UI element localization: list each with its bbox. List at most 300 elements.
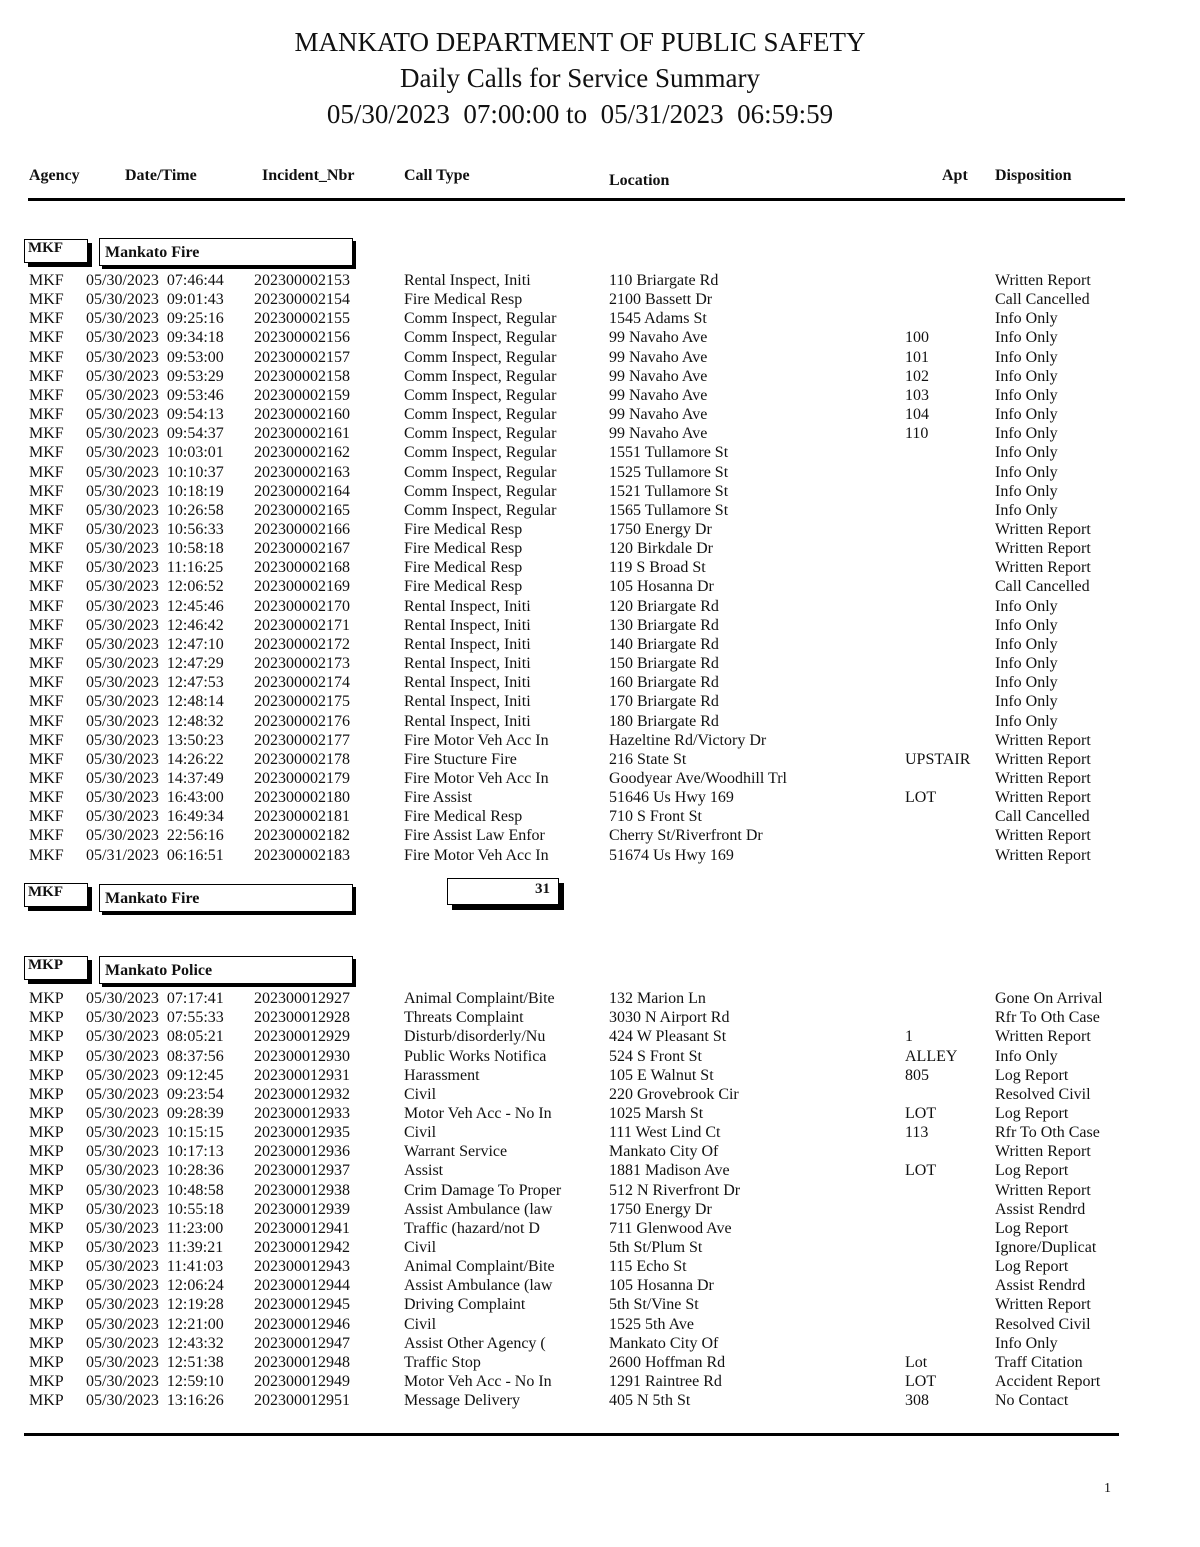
datetime-cell: 05/30/2023 10:26:58	[86, 501, 224, 519]
apt-cell: 308	[905, 1392, 929, 1410]
agency-cell: MKF	[29, 655, 64, 672]
disposition-cell: Info Only	[995, 597, 1058, 615]
table-row	[0, 539, 1200, 558]
calltype-cell: Assist Ambulance (law	[404, 1200, 553, 1218]
location-cell: 1025 Marsh St	[609, 1104, 704, 1122]
agency-cell: MKF	[29, 329, 64, 347]
incident-cell: 202300002180	[254, 789, 350, 806]
calltype-cell: Comm Inspect, Regular	[404, 367, 557, 385]
table-row	[0, 1372, 1200, 1391]
table-row	[0, 1257, 1200, 1276]
disposition-cell: Written Report	[995, 1143, 1091, 1161]
table-row	[0, 712, 1200, 731]
datetime-cell: 05/30/2023 09:25:16	[86, 310, 224, 328]
agency-cell: MKP	[29, 1162, 64, 1180]
table-row	[0, 1181, 1200, 1200]
incident-cell: 202300002181	[254, 808, 350, 826]
agency-cell: MKF	[29, 769, 64, 787]
incident-cell: 202300002154	[254, 291, 350, 309]
disposition-cell: Info Only	[995, 348, 1058, 366]
agency-cell: MKF	[29, 808, 64, 826]
table-row	[0, 577, 1200, 596]
agency-cell: MKP	[29, 1009, 64, 1027]
disposition-cell: Log Report	[995, 1162, 1069, 1180]
datetime-cell: 05/30/2023 12:19:28	[86, 1296, 224, 1314]
datetime-cell: 05/30/2023 16:43:00	[86, 789, 224, 806]
disposition-cell: Written Report	[995, 1181, 1091, 1199]
table-row	[0, 750, 1200, 769]
incident-cell: 202300002183	[254, 846, 350, 864]
table-row	[0, 654, 1200, 673]
table-row	[0, 1353, 1200, 1372]
location-cell: Goodyear Ave/Woodhill Trl	[609, 769, 787, 787]
location-cell: 512 N Riverfront Dr	[609, 1181, 741, 1199]
location-cell: Mankato City Of	[609, 1143, 719, 1161]
datetime-cell: 05/30/2023 10:48:58	[86, 1181, 224, 1199]
apt-cell: 113	[905, 1124, 929, 1141]
calltype-cell: Comm Inspect, Regular	[404, 425, 557, 443]
location-cell: 99 Navaho Ave	[609, 406, 708, 423]
disposition-cell: Info Only	[995, 367, 1058, 385]
agency-code-box: MKF	[24, 239, 88, 263]
table-row	[0, 1066, 1200, 1085]
datetime-cell: 05/30/2023 11:23:00	[86, 1219, 224, 1237]
calltype-cell: Assist Other Agency (	[404, 1334, 546, 1352]
calltype-cell: Fire Assist	[404, 789, 473, 806]
incident-cell: 202300012944	[254, 1277, 350, 1295]
apt-cell: 102	[905, 367, 929, 385]
incident-cell: 202300002178	[254, 750, 350, 768]
datetime-cell: 05/30/2023 12:46:42	[86, 616, 224, 634]
calltype-cell: Rental Inspect, Initi	[404, 616, 531, 634]
location-cell: 1521 Tullamore St	[609, 482, 729, 500]
agency-cell: MKF	[29, 616, 64, 634]
agency-name-box: Mankato Police	[99, 956, 353, 984]
table-row	[0, 309, 1200, 328]
disposition-cell: Info Only	[995, 616, 1058, 634]
calltype-cell: Assist Ambulance (law	[404, 1277, 553, 1295]
calltype-cell: Fire Medical Resp	[404, 540, 523, 558]
agency-cell: MKP	[29, 1028, 64, 1046]
table-row	[0, 1027, 1200, 1046]
location-cell: 1551 Tullamore St	[609, 444, 729, 462]
calltype-cell: Fire Assist Law Enfor	[404, 827, 545, 845]
datetime-cell: 05/30/2023 10:18:19	[86, 482, 224, 500]
location-cell: 99 Navaho Ave	[609, 425, 708, 443]
location-cell: 150 Briargate Rd	[609, 655, 719, 672]
header-rule	[28, 198, 1125, 201]
datetime-cell: 05/30/2023 10:58:18	[86, 540, 224, 558]
table-row	[0, 1200, 1200, 1219]
agency-cell: MKF	[29, 674, 64, 692]
datetime-cell: 05/30/2023 10:10:37	[86, 463, 224, 481]
calltype-cell: Rental Inspect, Initi	[404, 674, 531, 692]
location-cell: 120 Briargate Rd	[609, 597, 719, 615]
location-cell: 105 Hosanna Dr	[609, 578, 714, 596]
apt-cell: LOT	[905, 1104, 937, 1122]
location-cell: 180 Briargate Rd	[609, 712, 719, 730]
location-cell: 160 Briargate Rd	[609, 674, 719, 692]
incident-cell: 202300002157	[254, 348, 350, 366]
disposition-cell: Gone On Arrival	[995, 990, 1103, 1007]
calltype-cell: Comm Inspect, Regular	[404, 482, 557, 500]
location-cell: 710 S Front St	[609, 808, 702, 826]
calltype-cell: Public Works Notifica	[404, 1047, 547, 1065]
datetime-cell: 05/30/2023 09:01:43	[86, 291, 224, 309]
column-header-calltype: Call Type	[404, 167, 470, 184]
calltype-cell: Rental Inspect, Initi	[404, 635, 531, 653]
calltype-cell: Rental Inspect, Initi	[404, 272, 531, 289]
agency-cell: MKP	[29, 1239, 64, 1256]
location-cell: 1750 Energy Dr	[609, 1200, 712, 1218]
agency-cell: MKF	[29, 444, 64, 462]
incident-cell: 202300002182	[254, 827, 350, 845]
calltype-cell: Warrant Service	[404, 1143, 508, 1161]
datetime-cell: 05/30/2023 10:15:15	[86, 1124, 224, 1141]
disposition-cell: Call Cancelled	[995, 808, 1090, 826]
calltype-cell: Comm Inspect, Regular	[404, 501, 557, 519]
incident-cell: 202300002171	[254, 616, 350, 634]
disposition-cell: Written Report	[995, 846, 1091, 864]
report-subtitle: Daily Calls for Service Summary	[400, 63, 760, 93]
agency-cell: MKF	[29, 310, 64, 328]
location-cell: 99 Navaho Ave	[609, 386, 708, 404]
disposition-cell: Written Report	[995, 1296, 1091, 1314]
incident-cell: 202300002156	[254, 329, 350, 347]
incident-cell: 202300012948	[254, 1353, 350, 1371]
agency-cell: MKF	[29, 348, 64, 366]
calltype-cell: Civil	[404, 1315, 437, 1333]
agency-cell: MKP	[29, 1181, 64, 1199]
disposition-cell: Accident Report	[995, 1373, 1101, 1390]
table-row	[0, 558, 1200, 577]
disposition-cell: Info Only	[995, 463, 1058, 481]
incident-cell: 202300002166	[254, 521, 350, 538]
table-row	[0, 1161, 1200, 1180]
datetime-cell: 05/30/2023 16:49:34	[86, 808, 224, 826]
table-row	[0, 1085, 1200, 1104]
disposition-cell: Written Report	[995, 731, 1091, 749]
calltype-cell: Comm Inspect, Regular	[404, 406, 557, 423]
disposition-cell: Info Only	[995, 482, 1058, 500]
table-row	[0, 597, 1200, 616]
apt-cell: LOT	[905, 1162, 937, 1180]
incident-cell: 202300002165	[254, 501, 350, 519]
incident-cell: 202300002173	[254, 655, 350, 672]
location-cell: 99 Navaho Ave	[609, 329, 708, 347]
datetime-cell: 05/30/2023 12:48:14	[86, 693, 224, 711]
disposition-cell: Info Only	[995, 425, 1058, 443]
incident-cell: 202300012938	[254, 1181, 350, 1199]
incident-cell: 202300012930	[254, 1047, 350, 1065]
calltype-cell: Rental Inspect, Initi	[404, 655, 531, 672]
incident-cell: 202300002175	[254, 693, 350, 711]
datetime-cell: 05/30/2023 11:39:21	[86, 1239, 224, 1256]
agency-cell: MKF	[29, 291, 64, 309]
incident-cell: 202300012946	[254, 1315, 350, 1333]
incident-cell: 202300012927	[254, 990, 350, 1007]
agency-cell: MKP	[29, 1277, 64, 1295]
disposition-cell: Assist Rendrd	[995, 1200, 1086, 1218]
calltype-cell: Fire Medical Resp	[404, 578, 523, 596]
calltype-cell: Animal Complaint/Bite	[404, 990, 555, 1007]
calltype-cell: Fire Medical Resp	[404, 808, 523, 826]
calltype-cell: Fire Medical Resp	[404, 559, 523, 577]
disposition-cell: Traff Citation	[995, 1353, 1083, 1371]
incident-cell: 202300002179	[254, 769, 350, 787]
datetime-cell: 05/30/2023 12:59:10	[86, 1373, 224, 1390]
datetime-cell: 05/30/2023 12:43:32	[86, 1334, 224, 1352]
location-cell: Cherry St/Riverfront Dr	[609, 827, 763, 845]
disposition-cell: Info Only	[995, 501, 1058, 519]
agency-cell: MKP	[29, 1200, 64, 1218]
datetime-cell: 05/30/2023 12:45:46	[86, 597, 224, 615]
disposition-cell: Written Report	[995, 769, 1091, 787]
incident-cell: 202300012941	[254, 1219, 350, 1237]
calltype-cell: Fire Motor Veh Acc In	[404, 731, 549, 749]
disposition-cell: Written Report	[995, 789, 1091, 806]
table-row	[0, 443, 1200, 462]
table-row	[0, 807, 1200, 826]
table-row	[0, 769, 1200, 788]
location-cell: 105 Hosanna Dr	[609, 1277, 714, 1295]
incident-cell: 202300012947	[254, 1334, 350, 1352]
calltype-cell: Threats Complaint	[404, 1009, 524, 1027]
disposition-cell: Log Report	[995, 1258, 1069, 1276]
location-cell: 524 S Front St	[609, 1047, 702, 1065]
table-row	[0, 463, 1200, 482]
incident-cell: 202300012945	[254, 1296, 350, 1314]
agency-cell: MKF	[29, 272, 64, 289]
datetime-cell: 05/30/2023 14:26:22	[86, 750, 224, 768]
location-cell: 119 S Broad St	[609, 559, 706, 577]
calltype-cell: Comm Inspect, Regular	[404, 444, 557, 462]
agency-cell: MKF	[29, 463, 64, 481]
incident-cell: 202300012949	[254, 1373, 350, 1390]
incident-cell: 202300002153	[254, 272, 350, 289]
calltype-cell: Rental Inspect, Initi	[404, 597, 531, 615]
disposition-cell: Rfr To Oth Case	[995, 1009, 1100, 1027]
datetime-cell: 05/30/2023 09:12:45	[86, 1066, 224, 1084]
calltype-cell: Harassment	[404, 1066, 480, 1084]
disposition-cell: Ignore/Duplicat	[995, 1239, 1097, 1256]
disposition-cell: Info Only	[995, 655, 1058, 672]
disposition-cell: Info Only	[995, 386, 1058, 404]
apt-cell: UPSTAIR	[905, 750, 971, 768]
agency-cell: MKF	[29, 521, 64, 538]
location-cell: 115 Echo St	[609, 1258, 687, 1276]
apt-cell: 100	[905, 329, 929, 347]
location-cell: 220 Grovebrook Cir	[609, 1085, 739, 1103]
calltype-cell: Fire Motor Veh Acc In	[404, 769, 549, 787]
disposition-cell: Written Report	[995, 272, 1091, 289]
agency-footer-name-box: Mankato Fire	[99, 884, 353, 912]
apt-cell: 103	[905, 386, 929, 404]
disposition-cell: Call Cancelled	[995, 578, 1090, 596]
table-row	[0, 989, 1200, 1008]
location-cell: 105 E Walnut St	[609, 1066, 714, 1084]
location-cell: 711 Glenwood Ave	[609, 1219, 732, 1237]
location-cell: 110 Briargate Rd	[609, 272, 719, 289]
location-cell: 99 Navaho Ave	[609, 367, 708, 385]
location-cell: 1525 Tullamore St	[609, 463, 729, 481]
agency-cell: MKF	[29, 578, 64, 596]
table-row	[0, 826, 1200, 845]
calltype-cell: Rental Inspect, Initi	[404, 693, 531, 711]
table-row	[0, 731, 1200, 750]
datetime-cell: 05/30/2023 07:55:33	[86, 1009, 224, 1027]
disposition-cell: Rfr To Oth Case	[995, 1124, 1100, 1141]
agency-cell: MKF	[29, 425, 64, 443]
agency-code-box: MKP	[24, 956, 88, 980]
location-cell: 1881 Madison Ave	[609, 1162, 730, 1180]
calltype-cell: Comm Inspect, Regular	[404, 386, 557, 404]
agency-cell: MKP	[29, 1143, 64, 1161]
report-title: MANKATO DEPARTMENT OF PUBLIC SAFETY	[294, 27, 866, 57]
agency-name-box: Mankato Fire	[99, 238, 353, 266]
disposition-cell: No Contact	[995, 1392, 1069, 1410]
location-cell: 170 Briargate Rd	[609, 693, 719, 711]
agency-cell: MKF	[29, 635, 64, 653]
disposition-cell: Call Cancelled	[995, 291, 1090, 309]
location-cell: Mankato City Of	[609, 1334, 719, 1352]
column-header-agency: Agency	[29, 167, 80, 184]
agency-cell: MKP	[29, 1315, 64, 1333]
calltype-cell: Traffic Stop	[404, 1353, 481, 1371]
disposition-cell: Info Only	[995, 635, 1058, 653]
calltype-cell: Assist	[404, 1162, 444, 1180]
table-row	[0, 405, 1200, 424]
disposition-cell: Info Only	[995, 1334, 1058, 1352]
agency-cell: MKP	[29, 990, 64, 1007]
table-row	[0, 520, 1200, 539]
call-count-box: 31	[447, 878, 559, 905]
disposition-cell: Written Report	[995, 521, 1091, 538]
apt-cell: 1	[905, 1028, 913, 1046]
incident-cell: 202300002176	[254, 712, 350, 730]
column-header-incident: Incident_Nbr	[262, 167, 355, 184]
agency-cell: MKP	[29, 1392, 64, 1410]
disposition-cell: Resolved Civil	[995, 1085, 1091, 1103]
table-row	[0, 367, 1200, 386]
agency-cell: MKF	[29, 789, 64, 806]
location-cell: 5th St/Vine St	[609, 1296, 699, 1314]
incident-cell: 202300012935	[254, 1124, 350, 1141]
calltype-cell: Disturb/disorderly/Nu	[404, 1028, 546, 1046]
incident-cell: 202300002162	[254, 444, 350, 462]
agency-cell: MKP	[29, 1334, 64, 1352]
column-header-datetime: Date/Time	[125, 167, 197, 184]
table-row	[0, 348, 1200, 367]
location-cell: Hazeltine Rd/Victory Dr	[609, 731, 767, 749]
datetime-cell: 05/30/2023 14:37:49	[86, 769, 224, 787]
agency-cell: MKF	[29, 406, 64, 423]
table-row	[0, 1276, 1200, 1295]
incident-cell: 202300012928	[254, 1009, 350, 1027]
table-row	[0, 1142, 1200, 1161]
datetime-cell: 05/30/2023 10:03:01	[86, 444, 224, 462]
datetime-cell: 05/30/2023 09:53:29	[86, 367, 224, 385]
location-cell: 216 State St	[609, 750, 687, 768]
disposition-cell: Info Only	[995, 444, 1058, 462]
incident-cell: 202300002158	[254, 367, 350, 385]
table-row	[0, 290, 1200, 309]
datetime-cell: 05/30/2023 12:47:29	[86, 655, 224, 672]
table-row	[0, 482, 1200, 501]
disposition-cell: Resolved Civil	[995, 1315, 1091, 1333]
table-row	[0, 692, 1200, 711]
agency-cell: MKP	[29, 1219, 64, 1237]
incident-cell: 202300002159	[254, 386, 350, 404]
table-row	[0, 271, 1200, 290]
disposition-cell: Assist Rendrd	[995, 1277, 1086, 1295]
agency-cell: MKP	[29, 1373, 64, 1390]
datetime-cell: 05/30/2023 10:56:33	[86, 521, 224, 538]
calltype-cell: Traffic (hazard/not D	[404, 1219, 540, 1237]
agency-cell: MKF	[29, 846, 64, 864]
location-cell: 51646 Us Hwy 169	[609, 789, 734, 806]
location-cell: 140 Briargate Rd	[609, 635, 719, 653]
datetime-cell: 05/30/2023 13:16:26	[86, 1392, 224, 1410]
location-cell: 1545 Adams St	[609, 310, 707, 328]
location-cell: 51674 Us Hwy 169	[609, 846, 734, 864]
location-cell: 2100 Bassett Dr	[609, 291, 713, 309]
datetime-cell: 05/30/2023 07:46:44	[86, 272, 224, 289]
incident-cell: 202300002167	[254, 540, 350, 558]
agency-cell: MKP	[29, 1353, 64, 1371]
table-row	[0, 501, 1200, 520]
incident-cell: 202300002161	[254, 425, 350, 443]
table-row	[0, 1123, 1200, 1142]
apt-cell: LOT	[905, 1373, 937, 1390]
agency-cell: MKF	[29, 501, 64, 519]
disposition-cell: Info Only	[995, 1047, 1058, 1065]
agency-cell: MKF	[29, 559, 64, 577]
apt-cell: LOT	[905, 789, 937, 806]
location-cell: 130 Briargate Rd	[609, 616, 719, 634]
calltype-cell: Crim Damage To Proper	[404, 1181, 562, 1199]
agency-cell: MKF	[29, 597, 64, 615]
location-cell: 3030 N Airport Rd	[609, 1009, 730, 1027]
disposition-cell: Info Only	[995, 712, 1058, 730]
agency-cell: MKF	[29, 482, 64, 500]
disposition-cell: Info Only	[995, 406, 1058, 423]
table-row	[0, 1315, 1200, 1334]
calltype-cell: Motor Veh Acc - No In	[404, 1104, 552, 1122]
datetime-cell: 05/30/2023 07:17:41	[86, 990, 224, 1007]
incident-cell: 202300012943	[254, 1258, 350, 1276]
location-cell: 1750 Energy Dr	[609, 521, 712, 538]
datetime-cell: 05/30/2023 10:17:13	[86, 1143, 224, 1161]
incident-cell: 202300012942	[254, 1239, 350, 1256]
table-row	[0, 1219, 1200, 1238]
disposition-cell: Log Report	[995, 1066, 1069, 1084]
location-cell: 111 West Lind Ct	[609, 1124, 721, 1141]
disposition-cell: Written Report	[995, 540, 1091, 558]
incident-cell: 202300012933	[254, 1104, 350, 1122]
datetime-cell: 05/30/2023 09:28:39	[86, 1104, 224, 1122]
agency-cell: MKF	[29, 367, 64, 385]
disposition-cell: Written Report	[995, 1028, 1091, 1046]
location-cell: 120 Birkdale Dr	[609, 540, 713, 558]
report-date-range: 05/30/2023 07:00:00 to 05/31/2023 06:59:59	[326, 99, 834, 129]
datetime-cell: 05/31/2023 06:16:51	[86, 846, 224, 864]
incident-cell: 202300002164	[254, 482, 350, 500]
incident-cell: 202300012939	[254, 1200, 350, 1218]
incident-cell: 202300002172	[254, 635, 350, 653]
agency-cell: MKP	[29, 1258, 64, 1276]
table-row	[0, 1391, 1200, 1410]
